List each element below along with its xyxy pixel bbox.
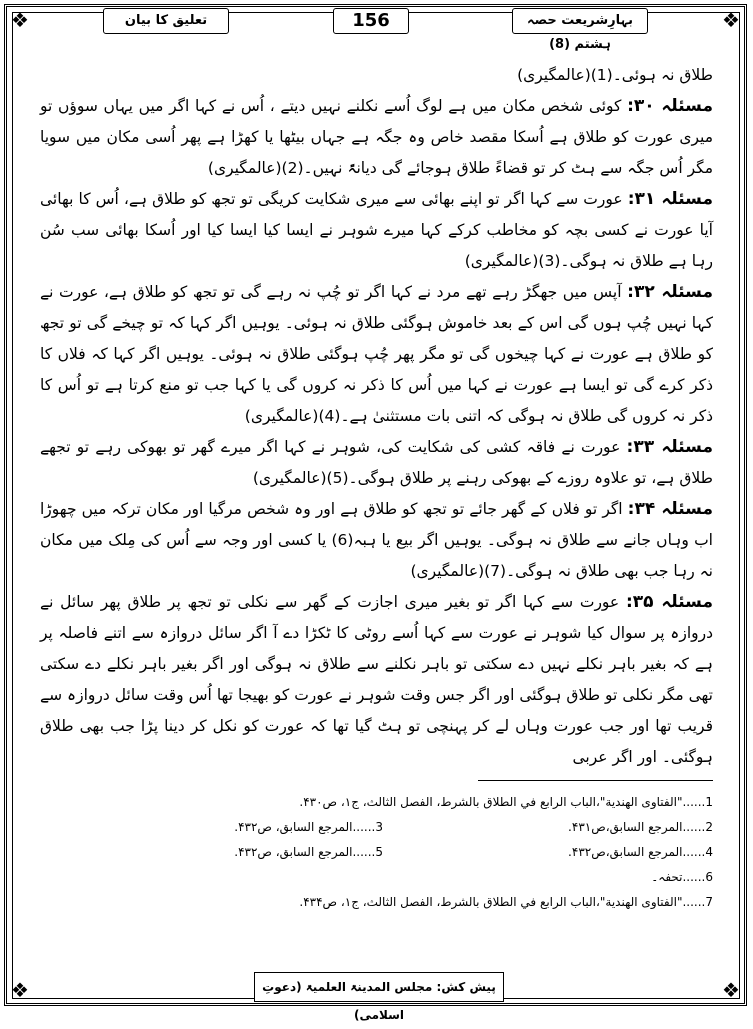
masala-text: عورت نے فاقہ کشی کی شکایت کی، شوہر نے کہا اگر میرے گھر تو بھوکی رہے تو تجھے طلاق ہے، تو علاوہ روزے کے بھوکی رہنے پر طلاق ہوگی۔(5)(عالمگیری) (40, 438, 713, 487)
corner-ornament-icon: ❖ (720, 9, 742, 31)
corner-ornament-icon: ❖ (720, 979, 742, 1001)
masala-31 (40, 184, 713, 277)
masala-text: عورت سے کہا اگر تو اپنے بھائی سے میری شکایت کریگی تو تجھ کو طلاق ہے، اُس کا بھائی آیا عورت نے کسی بچہ کو مخاطب کرکے کہا میرے شوہر نے ایسا کیا ایسا کیا اور اُسکا بھائی سب سُن رہا ہے طلاق نہ ہوگی۔(3)(عالمگیری) (40, 190, 713, 270)
publisher-footer: پیش کش: مجلس المدینۃ العلمیۃ (دعوتِ اسلامی) (254, 972, 504, 1002)
masala-text: اگر تو فلاں کے گھر جائے تو تجھ کو طلاق ہے اور وہ شخص مرگیا اور مکان ترکہ میں چھوڑا اب وہاں جانے سے طلاق نہ ہوگی۔ یوہیں اگر بیع یا ہبہ(6) یا کسی اور وجہ سے اُس کی مِلک میں مکان نہ رہا جب بھی طلاق نہ ہوگی۔(7)(عالمگیری) (40, 500, 713, 580)
masala-label: مسئلہ ۳۱: (627, 189, 713, 209)
footnote-row (40, 840, 713, 865)
masala-label: مسئلہ ۳۵: (625, 592, 713, 612)
book-title: بہارِشریعت حصہ ہشتم (8) (512, 8, 648, 34)
masala-33 (40, 432, 713, 494)
footnote-1: 1......"الفتاوی الهندية"،الباب الرابع في الطلاق بالشرط، الفصل الثالث، ج۱، ص۴۳۰. (299, 795, 713, 809)
corner-ornament-icon: ❖ (9, 9, 31, 31)
masala-text: عورت سے کہا اگر تو بغیر میری اجازت کے گھر سے نکلی تو تجھ پر طلاق پھر سائل نے دروازہ پر سوال کیا شوہر نے عورت سے کہا اُسے روٹی کا ٹکڑا دے آ اگر سائل دروازہ سے اتنے فاصلہ پر ہے کہ بغیر باہر نکلے نہیں دے سکتی تو باہر نکلنے سے طلاق نہ ہوگی اور اگر بغیر باہر نکلے دے سکتی تھی مگر نکلی تو طلاق ہوگئی اور اگر جس وقت شوہر نے عورت کو بھیجا تھا اُس وقت سائل دروازہ سے قریب تھا اور جب عورت وہاں لے کر پہنچی تو ہٹ گیا تھا کہ عورت کو نکل کر دینا پڑا جب بھی طلاق ہوگئی۔ اور اگر عربی (40, 593, 713, 766)
footnote-row (40, 790, 713, 815)
masala-32 (40, 277, 713, 432)
masala-text: کوئی شخص مکان میں ہے لوگ اُسے نکلنے نہیں دیتے ، اُس نے کہا اگر میں یہاں سوؤں تو میری عورت کو طلاق ہے اُسکا مقصد خاص وہ جگہ ہے جہاں بیٹھا یا کھڑا ہے پھر اُسی مکان میں سویا مگر اُس جگہ سے ہٹ کر تو قضاءً طلاق ہوجائے گی دیانۃً نہیں۔(2)(عالمگیری) (40, 97, 713, 177)
intro-line: طلاق نہ ہوئی۔(1)(عالمگیری) (517, 66, 713, 84)
masala-label: مسئلہ ۳۲: (627, 282, 713, 302)
masala-label: مسئلہ ۳۴: (627, 499, 713, 519)
footnote-row (40, 865, 713, 890)
footnote-5: 5......المرجع السابق، ص۴۳۲. (234, 845, 383, 859)
masala-30 (40, 91, 713, 184)
chapter-title: تعلیق کا بیان (103, 8, 229, 34)
corner-ornament-icon: ❖ (9, 979, 31, 1001)
page-number: 156 (333, 8, 409, 34)
masala-35 (40, 587, 713, 773)
footnote-separator (478, 780, 713, 781)
footnote-4: 4......المرجع السابق،ص۴۳۲. (568, 845, 713, 859)
footnote-2: 2......المرجع السابق،ص۴۳۱. (568, 820, 713, 834)
masala-34 (40, 494, 713, 587)
footnote-7: 7......"الفتاوی الهندية"،الباب الرابع في الطلاق بالشرط، الفصل الثالث، ج۱، ص۴۳۴. (299, 895, 713, 909)
footnote-row (40, 890, 713, 915)
footnote-row (40, 815, 713, 840)
footnote-6: 6......تحفہ۔ (651, 870, 713, 884)
masala-label: مسئلہ ۳۰: (627, 96, 713, 116)
main-text (40, 60, 713, 773)
masala-label: مسئلہ ۳۳: (626, 437, 713, 457)
footnotes (40, 790, 713, 915)
page-header (0, 6, 753, 52)
masala-text: آپس میں جھگڑ رہے تھے مرد نے کہا اگر تو چُپ نہ رہے گی تو تجھ کو طلاق ہے، عورت نے کہا نہیں چُپ ہوں گی اس کے بعد خاموش ہوگئی طلاق نہ ہوئی۔ یوہیں اگر کہا کہ تو چیخے گی تو تجھ کو طلاق ہے عورت نے کہا چیخوں گی تو مگر پھر چُپ ہوگئی طلاق نہ ہوئی۔ یوہیں اگر کہا کہ فلاں کا ذکر کرے گی تو ایسا ہے عورت نے کہا میں اُس کا ذکر نہ کروں گی یا کہا جب تو منع کرتا ہے تو اُس کا ذکر نہ کروں گی طلاق نہ ہوگی کہ اتنی بات مستثنیٰ ہے۔(4)(عالمگیری) (40, 283, 713, 425)
footnote-3: 3......المرجع السابق، ص۴۳۲. (234, 820, 383, 834)
